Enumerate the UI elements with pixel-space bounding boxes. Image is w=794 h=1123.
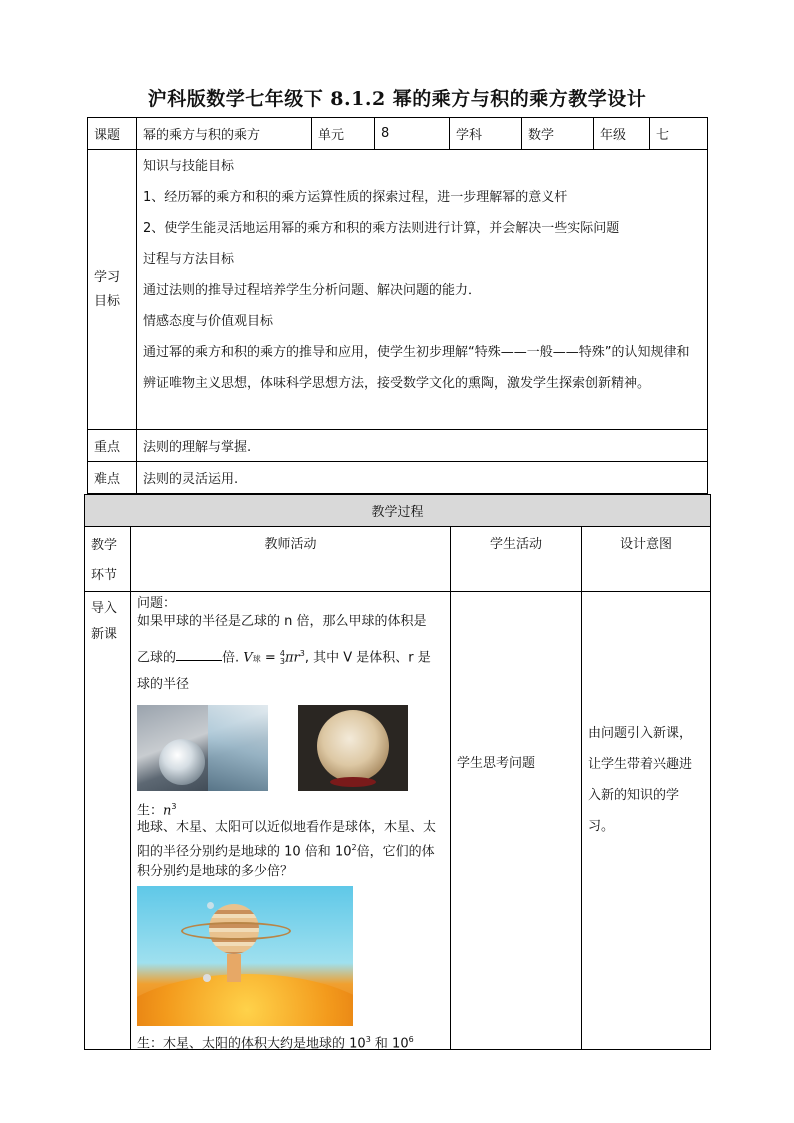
process-row-intro — [85, 592, 711, 1050]
goal-line: 1、经历幂的乘方和积的乘方运算性质的探索过程，进一步理解幂的意义杆 — [143, 190, 568, 205]
question-2-tail: 倍，它们的体积分别约是地球的多少倍？ — [137, 844, 435, 880]
col-stage — [85, 527, 131, 592]
grade-label: 年级 — [594, 118, 650, 150]
answer-base: n — [163, 803, 172, 819]
goal-line: 知识与技能目标 — [143, 159, 235, 174]
difficulty-label: 难点 — [88, 462, 137, 494]
unit-label: 单元 — [312, 118, 375, 150]
question-2-pow: 2 — [351, 843, 357, 852]
teacher-activity — [131, 592, 451, 1050]
col-intent: 设计意图 — [582, 527, 711, 592]
answer-blank — [176, 648, 222, 661]
formula-pi-r: πr — [284, 650, 300, 666]
difficulty-value: 法则的灵活运用. — [137, 462, 708, 494]
goal-line: 通过幂的乘方和积的乘方的推导和应用，使学生初步理解“特殊——一般——特殊”的认知规律和辨证唯物主义思想，体味科学思想方法，接受数学文化的熏陶，激发学生探索创新精神。 — [143, 345, 690, 391]
key-value: 法则的理解与掌握. — [137, 430, 708, 462]
key-label: 重点 — [88, 430, 137, 462]
formula-eq: = — [264, 650, 276, 666]
goal-line: 通过法则的推导过程培养学生分析问题、解决问题的能力． — [143, 283, 482, 298]
col-teacher: 教师活动 — [131, 527, 451, 592]
crystal-ball-photo — [137, 705, 268, 791]
question-text: , 其中 V 是体积、r 是 — [304, 650, 431, 666]
formula-den: 3 — [279, 656, 285, 666]
question-text: 倍. — [222, 650, 240, 666]
question-formula-line — [137, 644, 447, 669]
question-line: 如果甲球的半径是乙球的 n 倍，那么甲球的体积是 — [137, 614, 427, 629]
info-row-goals — [88, 150, 708, 430]
quartz-ball-photo — [298, 705, 408, 791]
goals-label-line1: 学习 — [94, 269, 121, 285]
process-table — [84, 494, 711, 1050]
info-table — [87, 117, 708, 494]
answer-prefix: 生： — [137, 803, 164, 819]
goal-line: 2、使学生能灵活地运用幂的乘方和积的乘方法则进行计算，并会解决一些实际问题 — [143, 221, 620, 236]
info-row-key — [88, 430, 708, 462]
col-stage-line1: 教学 — [91, 538, 118, 553]
formula-num: 4 — [279, 648, 285, 658]
student-activity: 学生思考问题 — [451, 592, 582, 1050]
question-2 — [137, 818, 447, 882]
goals-label — [88, 150, 137, 430]
col-stage-line2: 环节 — [91, 568, 118, 583]
answer-2-text: 生：木星、太阳的体积大约是地球的 10 — [137, 1036, 366, 1052]
question-text: 乙球的 — [137, 650, 177, 666]
subject-label: 学科 — [450, 118, 522, 150]
process-column-headers — [85, 527, 711, 592]
stage-line1: 导入 — [91, 601, 118, 616]
stage-line2: 新课 — [91, 627, 118, 642]
question-2-text: 地球、木星、太阳可以近似地看作是球体，木星、太阳的半径分别约是地球的 10 倍和 10 — [137, 820, 437, 860]
formula-sub: 球 — [252, 654, 261, 664]
grade-value: 七 — [650, 118, 708, 150]
solar-system-illustration — [137, 886, 353, 1026]
unit-value: 8 — [375, 118, 450, 150]
question-line: 球的半径 — [137, 677, 190, 692]
stage-cell — [85, 592, 131, 1050]
answer-2 — [137, 1030, 447, 1054]
answer-2-mid: 和 10 — [370, 1036, 409, 1052]
page-title: 沪科版数学七年级下 8.1.2 幂的乘方与积的乘方教学设计 — [147, 88, 647, 110]
goals-content — [137, 150, 708, 430]
answer-2-pow2: 6 — [408, 1035, 414, 1044]
answer-2-pow1: 3 — [365, 1035, 371, 1044]
design-intent: 由问题引入新课，让学生带着兴趣进入新的知识的学习。 — [582, 592, 711, 1050]
topic-value: 幂的乘方与积的乘方 — [137, 118, 312, 150]
question-label: 问题： — [137, 596, 177, 611]
formula-v: V — [243, 650, 253, 666]
info-row-basic — [88, 118, 708, 150]
topic-label: 课题 — [88, 118, 137, 150]
answer-pow: 3 — [171, 802, 177, 811]
col-student: 学生活动 — [451, 527, 582, 592]
info-row-difficulty — [88, 462, 708, 494]
process-header: 教学过程 — [85, 495, 711, 527]
goals-label-line2: 目标 — [94, 293, 121, 309]
subject-value: 数学 — [522, 118, 594, 150]
goal-line: 情感态度与价值观目标 — [143, 314, 274, 329]
formula-pow: 3 — [299, 649, 305, 658]
goal-line: 过程与方法目标 — [143, 252, 235, 267]
